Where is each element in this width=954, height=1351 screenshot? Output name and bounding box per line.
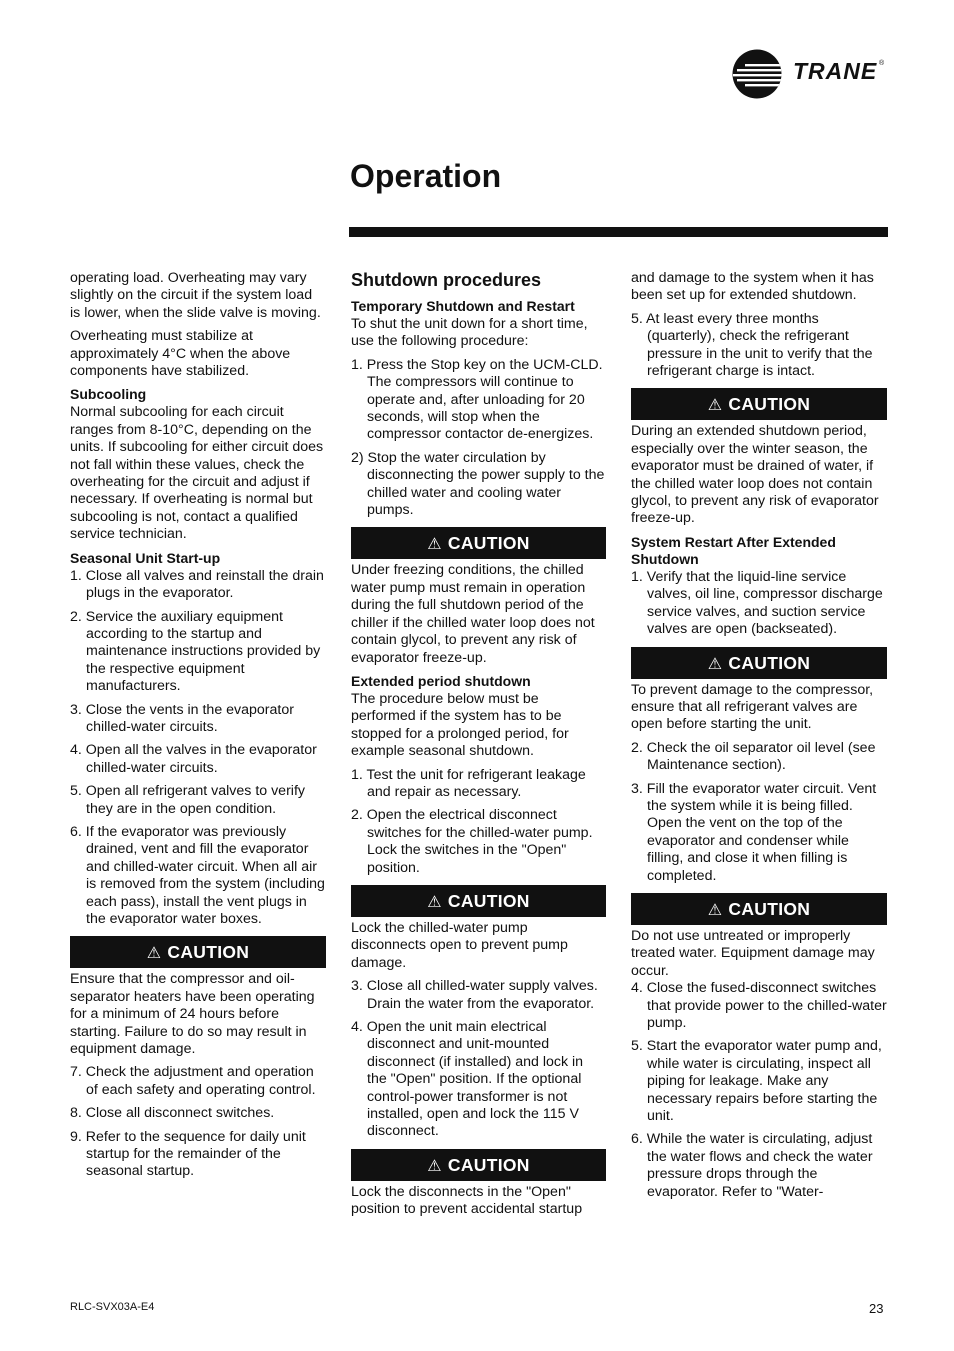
list-item: 6. While the water is circulating, adjust the water flows and check the water pressure drops through the evaporator. Refer to "Water- xyxy=(631,1131,873,1200)
caution-banner xyxy=(631,388,887,420)
seasonal-startup-list xyxy=(70,568,326,929)
caution-label: CAUTION xyxy=(447,533,530,554)
trane-logo xyxy=(731,48,891,100)
system-restart-list-continued xyxy=(631,980,887,1201)
caution-text: During an extended shutdown period, especially over the winter season, the evaporator must be drained of water, if the chilled water loop does not contain glycol, to prevent any risk of evaporator freeze-up. xyxy=(631,423,879,527)
system-restart-heading: System Restart After Extended Shutdown xyxy=(631,533,836,567)
list-item: 6. If the evaporator was previously drained, vent and fill the evaporator and chilled-water circuit. When all air is removed from the system (including each pass), install the vent plugs in the evaporator water boxes. xyxy=(70,823,325,927)
column-1 xyxy=(70,270,326,1187)
caution-banner xyxy=(631,893,887,925)
caution-label: CAUTION xyxy=(167,942,250,963)
list-item: 3. Close all chilled-water supply valves. Drain the water from the evaporator. xyxy=(351,978,598,1012)
document-id: RLC-SVX03A-E4 xyxy=(70,1301,155,1313)
caution-label: CAUTION xyxy=(447,890,530,911)
paragraph: and damage to the system when it has been set up for extended shutdown. xyxy=(631,270,874,304)
page-number: 23 xyxy=(869,1301,884,1316)
extended-shutdown-list-continued xyxy=(351,978,606,1141)
seasonal-startup-heading: Seasonal Unit Start-up xyxy=(70,549,221,566)
paragraph: To shut the unit down for a short time, use the following procedure: xyxy=(351,316,588,350)
list-item: 1. Press the Stop key on the UCM-CLD. The compressors will continue to operate and, after unloading for 20 seconds, will stop when the compressor contactor de-energizes. xyxy=(351,356,603,443)
list-item: 3. Fill the evaporator water circuit. Vent the system while it is being filled. Open the vent on the top of the evaporator and condenser while filling, and close it when filling is completed. xyxy=(631,780,877,884)
caution-banner xyxy=(631,647,887,679)
list-item: 3. Close the vents in the evaporator chilled-water circuits. xyxy=(70,701,294,735)
list-item: 9. Refer to the sequence for daily unit startup for the remainder of the seasonal startup. xyxy=(70,1128,306,1180)
registered-mark: ® xyxy=(879,60,885,67)
caution-text: Under freezing conditions, the chilled water pump must remain in operation during the full shutdown period of the chiller if the chilled water loop does not contain glycol, to prevent any risk of evaporator freeze-up. xyxy=(351,562,595,666)
caution-text: To prevent damage to the compressor, ensure that all refrigerant valves are open before starting the unit. xyxy=(631,681,874,733)
list-item: 5. Start the evaporator water pump and, while water is circulating, inspect all piping for leakage. Make any necessary repairs before starting the unit. xyxy=(631,1038,882,1125)
caution-label: CAUTION xyxy=(728,652,811,673)
temporary-shutdown-heading: Temporary Shutdown and Restart xyxy=(351,298,575,314)
paragraph: Normal subcooling for each circuit ranges from 8-10°C, depending on the units. If subcooling for either circuit does not fall within these values, check the overheating for the circuit and adjust if necessary. If overheating is normal but subcooling is not, contact a qualified service technician. xyxy=(70,404,324,543)
list-item: 8. Close all disconnect switches. xyxy=(70,1105,275,1122)
list-item: 1. Close all valves and reinstall the drain plugs in the evaporator. xyxy=(70,567,324,602)
warning-icon: ⚠ xyxy=(707,655,723,673)
temporary-shutdown-list xyxy=(351,357,606,520)
subcooling-heading: Subcooling xyxy=(70,386,147,403)
list-item: 4. Close the fused-disconnect switches that provide power to the chilled-water pump. xyxy=(631,980,887,1031)
warning-icon: ⚠ xyxy=(427,536,442,554)
caution-banner xyxy=(351,885,606,917)
column-2 xyxy=(351,270,606,1225)
caution-text: Lock the chilled-water pump disconnects open to prevent pump damage. xyxy=(351,919,568,971)
list-item: 1. Verify that the liquid-line service valves, oil line, compressor discharge service valves, and suction service valves are open (backseated). xyxy=(631,568,883,638)
list-item: 2. Check the oil separator oil level (see Maintenance section). xyxy=(631,739,876,774)
caution-banner xyxy=(351,1149,606,1181)
title-rule xyxy=(349,227,888,237)
warning-icon: ⚠ xyxy=(707,901,723,919)
warning-icon: ⚠ xyxy=(427,893,442,911)
list-item: 7. Check the adjustment and operation of each safety and operating control. xyxy=(70,1064,316,1098)
caution-text: Lock the disconnects in the "Open" position to prevent accidental startup xyxy=(351,1183,583,1218)
paragraph: The procedure below must be performed if the system has to be stopped for a prolonged period, for example seasonal shutdown. xyxy=(351,690,569,760)
system-restart-list xyxy=(631,569,887,639)
warning-icon: ⚠ xyxy=(427,1157,442,1175)
list-item: 4. Open the unit main electrical disconnect and unit-mounted disconnect (if installed) and lock in the "Open" position. If the optional control-power transformer is not installed, open and lock the 115 V disconnect. xyxy=(351,1019,584,1140)
extended-shutdown-heading: Extended period shutdown xyxy=(351,672,531,689)
list-item: 5. At least every three months (quarterly), check the refrigerant pressure in the unit to verify that the refrigerant charge is intact. xyxy=(631,310,873,380)
brand-name: TRANE xyxy=(793,58,878,84)
caution-label: CAUTION xyxy=(447,1154,530,1175)
shutdown-heading: Shutdown procedures xyxy=(351,270,542,290)
list-item: 2. Open the electrical disconnect switches for the chilled-water pump. Lock the switches in the "Open" position. xyxy=(351,807,593,876)
extended-shutdown-list-continued xyxy=(631,311,887,381)
warning-icon: ⚠ xyxy=(707,397,723,415)
trane-logo-icon xyxy=(731,48,783,100)
list-item: 4. Open all the valves in the evaporator chilled-water circuits. xyxy=(70,742,317,776)
column-3 xyxy=(631,270,887,1207)
page-title: Operation xyxy=(350,158,502,194)
warning-icon: ⚠ xyxy=(146,945,162,963)
list-item: 2) Stop the water circulation by disconnecting the power supply to the chilled water and cooling water pumps. xyxy=(351,449,605,519)
caution-text: Do not use untreated or improperly treated water. Equipment damage may occur. xyxy=(631,927,875,979)
seasonal-startup-list-continued xyxy=(70,1064,326,1180)
caution-banner xyxy=(70,936,326,968)
caution-label: CAUTION xyxy=(728,898,811,919)
caution-label: CAUTION xyxy=(728,394,811,415)
paragraph: Overheating must stabilize at approximately 4°C when the above components have stabilized. xyxy=(70,328,291,380)
paragraph: operating load. Overheating may vary slightly on the circuit if the system load is lower, when the slide valve is moving. xyxy=(70,270,321,321)
list-item: 5. Open all refrigerant valves to verify they are in the open condition. xyxy=(70,783,305,817)
extended-shutdown-list xyxy=(351,767,606,877)
list-item: 1. Test the unit for refrigerant leakage and repair as necessary. xyxy=(351,766,586,800)
list-item: 2. Service the auxiliary equipment according to the startup and maintenance instructions provided by the respective equipment manufacturers. xyxy=(70,608,321,695)
caution-text: Ensure that the compressor and oil-separator heaters have been operating for a minimum of 24 hours before starting. Failure to do so may result in equipment damage. xyxy=(70,971,315,1058)
caution-banner xyxy=(351,527,606,559)
system-restart-list-continued xyxy=(631,740,887,885)
